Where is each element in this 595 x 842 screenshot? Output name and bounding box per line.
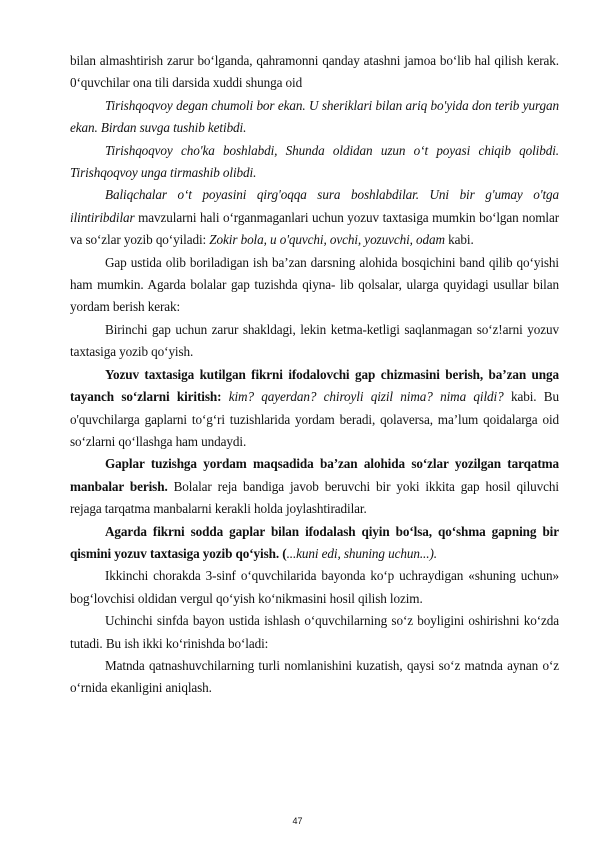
example-words: Zokir bola, u o'quvchi, ovchi, yozuvchi, odam — [209, 232, 445, 248]
example-text-3 — [70, 184, 559, 251]
paragraph-compound-method — [70, 521, 559, 566]
page-number: 47 — [292, 816, 303, 826]
example-text-2: Tirishqoqvoy cho'ka boshlabdi, Shunda oldidan uzun o‘t poyasi chiqib qolibdi. Tirishqoqvoy unga tirmashib olibdi. — [70, 142, 559, 181]
compound-example: ...kuni edi, shuning uchun... — [286, 545, 430, 561]
compound-method-bold: Agarda fikrni sodda gaplar bilan ifodalash qiyin bo‘lsa, qo‘shma gapning bir qismini yozuv taxtasiga yozib qo‘yish. ( — [70, 523, 559, 561]
handout-method-bold: Gaplar tuzishga yordam maqsadida ba’zan alohida so‘zlar yozilgan tarqatma manbalar berish. — [70, 456, 559, 494]
paragraph-naming: Matnda qatnashuvchilarning turli nomlanishini kuzatish, qaysi so‘z matnda aynan o‘z o‘rnida ekanligini aniqlash. — [70, 657, 559, 696]
scheme-method-text: kabi. Bu o'quvchilarga gaplarni to‘g‘ri tuzishlarida yordam beradi, qolaversa, ma’lum qoidalarga oid so‘zlarni qo‘llashga ham undaydi. — [70, 389, 559, 449]
scheme-questions: kim? qayerdan? chiroyli qizil nima? nima qildi? — [221, 389, 504, 405]
paragraph-second-quarter: Ikkinchi chorakda 3-sinf o‘quvchilarida bayonda ko‘p uchraydigan «shuning uchun» bog‘lovchisi oldidan vergul qo‘yish ko‘nikmasini hosil qilish lozim. — [70, 568, 559, 606]
paragraph-first-method: Birinchi gap uchun zarur shakldagi, lekin ketma-ketligi saqlanmagan so‘z!arni yozuv taxtasiga yozib qo‘yish. — [70, 321, 559, 360]
paragraph-third-grade: Uchinchi sinfda bayon ustida ishlash o‘quvchilarning so‘z boyligini oshirishni ko‘zda tutadi. Bu ish ikki ko‘rinishda bo‘ladi: — [70, 613, 559, 651]
paragraph-gap-work: Gap ustida olib boriladigan ish ba’zan darsning alohida bosqichini band qilib qo‘yishi ham mumkin. Agarda bolalar gap tuzishda qiyna- lib qolsalar, ularga quyidagi usullar bilan yordam berish kerak: — [70, 254, 559, 315]
paragraph-handout-method — [70, 453, 559, 520]
paragraph-continuation: bilan almashtirish zarur bo‘lganda, qahramonni qanday atashni jamoa bo‘lib hal qilish kerak. 0‘quvchilar ona tili darsida xuddi shunga oid — [70, 53, 559, 91]
example-text-3-normal: mavzularni hali o‘rganmaganlari uchun yozuv taxtasiga mumkin bo‘lgan nomlar va so‘zlar yozib qo‘yiladi: — [70, 209, 559, 248]
example-text-3-end: kabi. — [444, 232, 474, 248]
document-body — [70, 50, 559, 700]
example-text-3-italic: Baliqchalar o‘t poyasini qirg'oqqa sura boshlabdilar. Uni bir g'umay o'tga ilintiribdilar — [70, 187, 559, 225]
paragraph-scheme-method — [70, 364, 559, 454]
example-text-1: Tirishqoqvoy degan chumoli bor ekan. U sheriklari bilan ariq bo'yida don terib yurgan ekan. Birdan suvga tushib ketibdi. — [70, 97, 559, 136]
handout-method-text: Bolalar reja bandiga javob beruvchi bir yoki ikkita gap hosil qiluvchi rejaga tarqatma manbalarni kerakli holda joylashtiradilar. — [70, 478, 559, 517]
scheme-method-bold: Yozuv taxtasiga kutilgan fikrni ifodalovchi gap chizmasini berish, ba’zan unga tayanch so‘zlarni kiritish: — [70, 366, 559, 405]
compound-example-tail: ). — [429, 545, 437, 561]
